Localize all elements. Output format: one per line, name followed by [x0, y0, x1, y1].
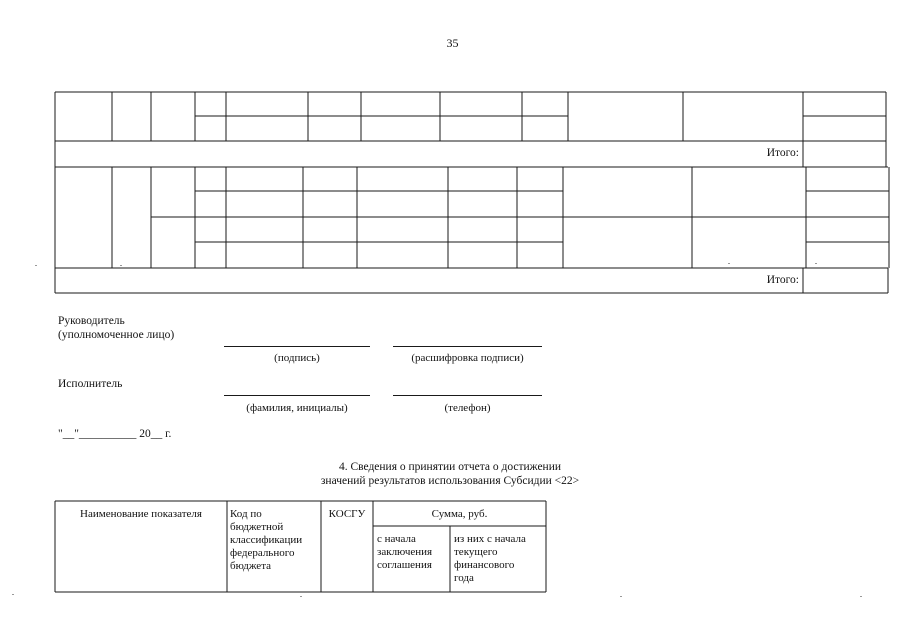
scan-speck: [300, 596, 302, 597]
scan-speck: [728, 263, 730, 264]
current-year-line1: из них с начала: [454, 533, 526, 545]
from-start-line2: заключения: [377, 546, 433, 558]
from-start-line1: с начала: [377, 533, 416, 545]
head-label-line2: (уполномоченное лицо): [58, 329, 175, 341]
name-caption: (фамилия, инициалы): [246, 402, 348, 414]
page-number: 35: [446, 36, 459, 50]
header-kosgu: КОСГУ: [328, 508, 366, 520]
executor-label: Исполнитель: [58, 378, 123, 390]
scan-speck: [815, 263, 817, 264]
budget-code-line2: бюджетной: [230, 521, 284, 533]
scan-speck: [120, 265, 122, 266]
header-sum: Сумма, руб.: [431, 508, 488, 520]
phone-caption: (телефон): [444, 402, 491, 414]
total-label-block2: Итого:: [766, 274, 799, 286]
header-from-agreement-start: [377, 533, 449, 572]
total-label-block1: Итого:: [766, 147, 799, 159]
current-year-line3: финансового: [454, 559, 515, 571]
budget-code-line4: федерального: [230, 547, 295, 559]
head-label-line1: Руководитель: [58, 315, 125, 327]
section-4-title-line2: значений результатов использования Субсидии <22>: [320, 475, 580, 487]
from-start-line3: соглашения: [377, 559, 432, 571]
signature-caption: (подпись): [274, 352, 320, 364]
scan-speck: [860, 596, 862, 597]
date-field: "__"__________ 20__ г.: [58, 428, 172, 440]
budget-code-line1: Код по: [230, 508, 262, 520]
scan-speck: [35, 265, 37, 266]
budget-code-line5: бюджета: [230, 560, 272, 572]
current-year-line4: года: [454, 572, 474, 584]
decoding-caption: (расшифровка подписи): [411, 352, 524, 364]
section-4-title-line1: 4. Сведения о принятии отчета о достижении: [338, 461, 562, 473]
header-budget-code: [230, 508, 320, 573]
header-indicator-name: Наименование показателя: [80, 508, 202, 520]
budget-code-line3: классификации: [230, 534, 303, 546]
scan-speck: [12, 594, 14, 595]
header-current-year: [454, 533, 546, 585]
scan-speck: [620, 596, 622, 597]
current-year-line2: текущего: [454, 546, 498, 558]
